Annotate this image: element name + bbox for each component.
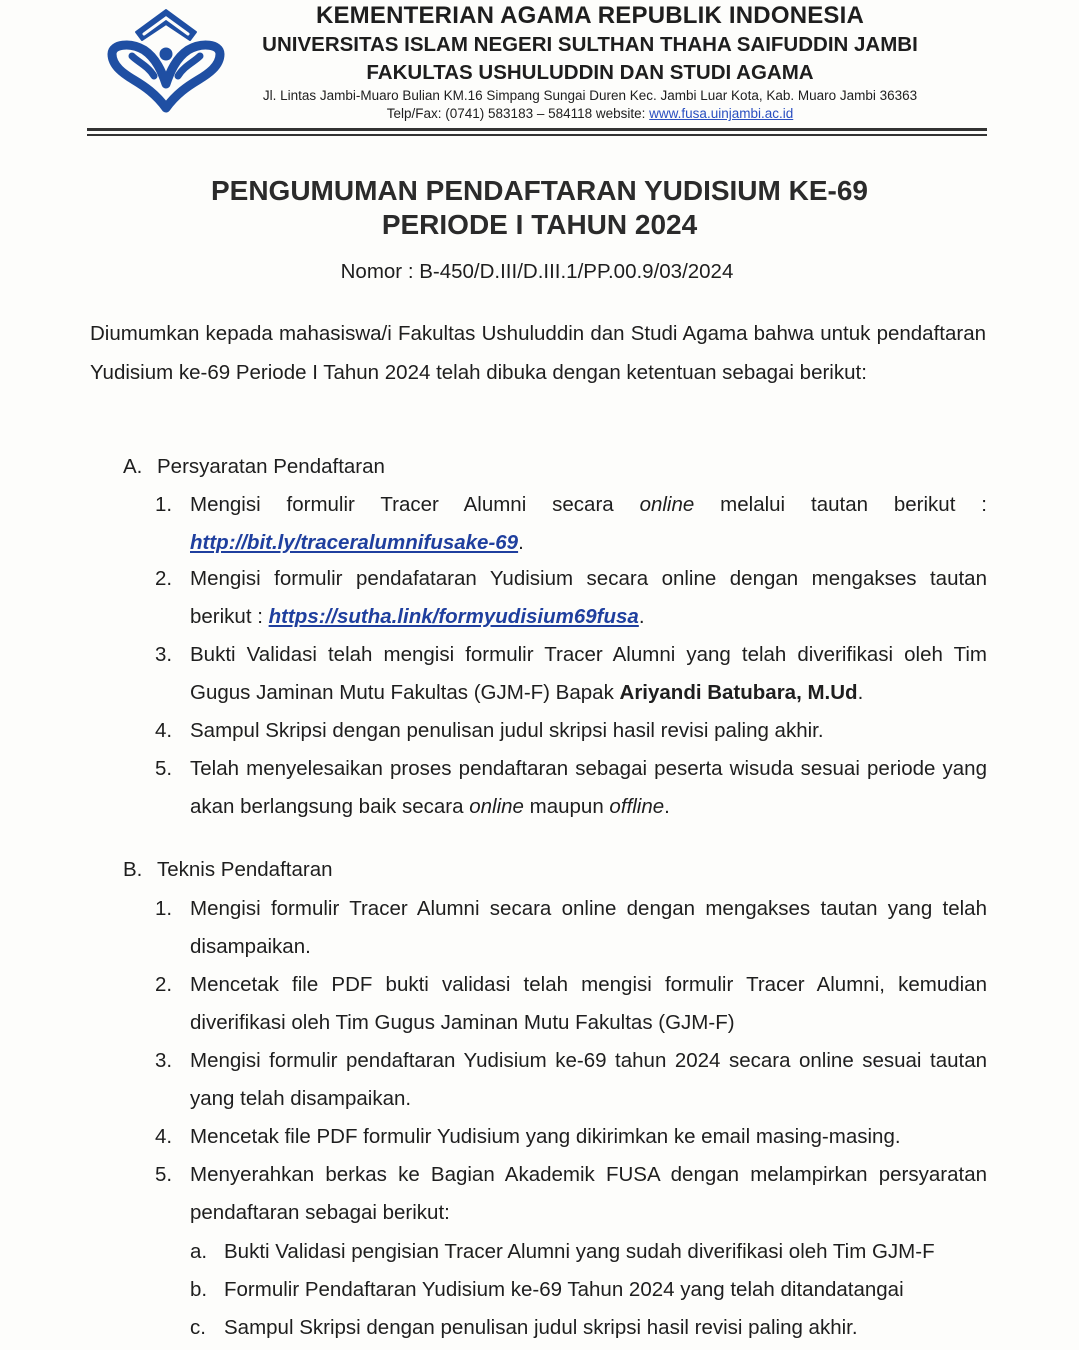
item-text: Mengisi formulir Tracer Alumni secara online dengan mengakses tautan yang telah disampaikan.	[190, 897, 987, 958]
subitem-letter: a.	[190, 1240, 208, 1263]
item-text: Mengisi formulir Tracer Alumni secara	[190, 493, 640, 516]
item-emphasis: offline	[609, 794, 665, 818]
requirement-item-4	[155, 712, 987, 750]
item-text: Mengisi formulir pendafataran Yudisium secara online dengan mengakses tautan berikut :	[190, 567, 987, 628]
university-name: UNIVERSITAS ISLAM NEGERI SULTHAN THAHA SAIFUDDIN JAMBI	[262, 33, 918, 56]
item-text: .	[518, 530, 524, 554]
section-b-heading	[123, 858, 333, 882]
requirement-item-3	[155, 636, 987, 711]
uin-stsj-logo-icon	[104, 4, 228, 114]
item-text: Menyerahkan berkas ke Bagian Akademik FUSA dengan melampirkan persyaratan pendaftaran sebagai berikut:	[190, 1163, 987, 1224]
contact-phone: Telp/Fax: (0741) 583183 – 584118 website:	[386, 106, 650, 121]
tracer-alumni-link[interactable]: http://bit.ly/traceralumnifusake-69	[190, 530, 519, 554]
item-text: Sampul Skripsi dengan penulisan judul skripsi hasil revisi paling akhir.	[190, 719, 824, 742]
attachment-item-a	[190, 1240, 990, 1264]
subitem-text: Bukti Validasi pengisian Tracer Alumni yang sudah diverifikasi oleh Tim GJM-F	[224, 1240, 935, 1263]
procedure-item-4	[155, 1118, 987, 1156]
subitem-letter: b.	[190, 1278, 208, 1301]
item-text: Mencetak file PDF formulir Yudisium yang dikirimkan ke email masing-masing.	[190, 1125, 901, 1148]
faculty-name: FAKULTAS USHULUDDIN DAN STUDI AGAMA	[366, 61, 814, 84]
item-number: 1.	[155, 493, 173, 516]
subitem-text: Formulir Pendaftaran Yudisium ke-69 Tahun 2024 yang telah ditandatangai	[224, 1278, 904, 1301]
document-number: Nomor : B-450/D.III/D.III.1/PP.00.9/03/2024	[340, 260, 734, 283]
section-a-heading	[123, 455, 385, 479]
attachment-item-b	[190, 1278, 990, 1302]
item-text: Mengisi formulir pendaftaran Yudisium ke-69 tahun 2024 secara online sesuai tautan yang telah disampaikan.	[190, 1049, 987, 1110]
announcement-title: PENGUMUMAN PENDAFTARAN YUDISIUM KE-69	[210, 175, 868, 206]
item-number: 4.	[155, 719, 173, 742]
faculty-contact	[230, 106, 950, 121]
requirement-item-2	[155, 560, 987, 635]
item-number: 5.	[155, 1163, 173, 1186]
item-number: 3.	[155, 1049, 173, 1072]
requirement-item-5	[155, 750, 987, 825]
faculty-address: Jl. Lintas Jambi-Muaro Bulian KM.16 Simpang Sungai Duren Kec. Jambi Luar Kota, Kab. Muaro Jambi 36363	[262, 88, 918, 103]
procedure-item-1	[155, 890, 987, 965]
procedure-item-2	[155, 966, 987, 1041]
item-emphasis: online	[639, 493, 695, 516]
subitem-text: Sampul Skripsi dengan penulisan judul skripsi hasil revisi paling akhir.	[224, 1316, 858, 1339]
item-number: 5.	[155, 757, 173, 780]
announcement-period: PERIODE I TAHUN 2024	[381, 209, 698, 240]
section-letter: B.	[123, 858, 143, 881]
section-title: Teknis Pendaftaran	[157, 858, 333, 881]
item-text: Telah menyelesaikan proses pendaftaran sebagai peserta wisuda sesuai periode yang akan berlangsung baik secara	[190, 757, 987, 818]
item-text: melalui tautan berikut :	[694, 493, 987, 516]
item-text: .	[638, 604, 645, 628]
intro-paragraph: Diumumkan kepada mahasiswa/i Fakultas Ushuluddin dan Studi Agama bahwa untuk pendaftaran Yudisium ke-69 Periode I Tahun 2024 telah dibuka dengan ketentuan sebagai berikut:	[90, 322, 986, 384]
item-text: Mencetak file PDF bukti validasi telah mengisi formulir Tracer Alumni, kemudian diverifikasi oleh Tim Gugus Jaminan Mutu Fakultas (GJM-F)	[190, 973, 987, 1034]
item-text: .	[664, 794, 670, 818]
item-number: 2.	[155, 567, 173, 590]
letterhead-divider-thin	[87, 134, 987, 136]
section-title: Persyaratan Pendaftaran	[157, 455, 385, 478]
item-text: Bukti Validasi telah mengisi formulir Tracer Alumni yang telah diverifikasi oleh Tim Gugus Jaminan Mutu Fakultas (GJM-F) Bapak	[190, 643, 987, 704]
website-link[interactable]: www.fusa.uinjambi.ac.id	[649, 106, 794, 121]
requirement-item-1	[155, 486, 987, 561]
section-letter: A.	[123, 455, 143, 478]
item-emphasis: online	[469, 794, 524, 818]
attachment-item-c	[190, 1316, 990, 1340]
procedure-item-3	[155, 1042, 987, 1117]
item-number: 4.	[155, 1125, 173, 1148]
item-number: 2.	[155, 973, 173, 996]
letterhead-divider	[87, 128, 987, 131]
item-number: 1.	[155, 897, 173, 920]
item-text: maupun	[523, 794, 610, 818]
item-text: .	[857, 680, 864, 704]
subitem-letter: c.	[190, 1316, 206, 1339]
ministry-name: KEMENTERIAN AGAMA REPUBLIK INDONESIA	[315, 2, 865, 29]
verifier-name: Ariyandi Batubara, M.Ud	[619, 680, 858, 704]
yudisium-form-link[interactable]: https://sutha.link/formyudisium69fusa	[268, 604, 639, 628]
procedure-item-5	[155, 1156, 987, 1231]
item-number: 3.	[155, 643, 173, 666]
